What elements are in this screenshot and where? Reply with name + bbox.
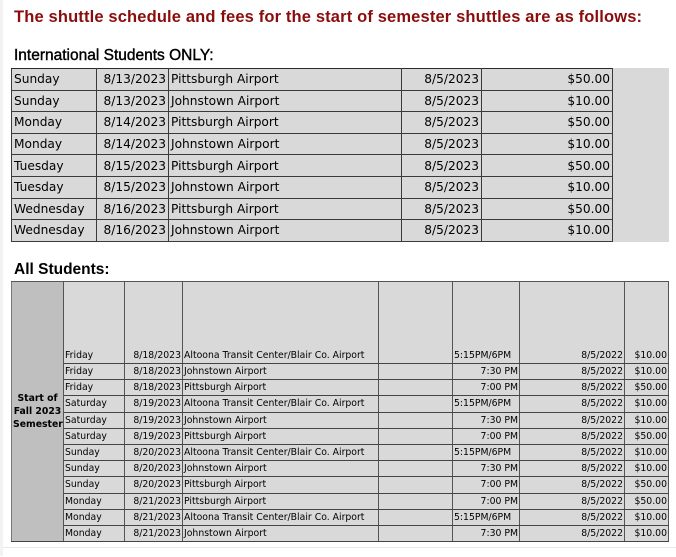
all-students-section-title: All Students: <box>14 261 110 278</box>
fee-cell: $50.00 <box>625 493 669 509</box>
table-row <box>12 176 669 198</box>
table-row <box>12 444 669 460</box>
day-cell: Friday <box>64 282 125 364</box>
deadline-cell: 8/5/2022 <box>520 282 625 364</box>
location-cell: Johnstown Airport <box>183 412 379 428</box>
fee-cell: $50.00 <box>482 112 613 134</box>
fee-cell: $10.00 <box>625 412 669 428</box>
deadline-cell: 8/5/2022 <box>520 461 625 477</box>
deadline-cell: 8/5/2022 <box>520 509 625 525</box>
deadline-cell: 8/5/2023 <box>402 198 482 220</box>
deadline-cell: 8/5/2022 <box>520 525 625 541</box>
day-cell: Tuesday <box>12 176 97 198</box>
day-cell: Sunday <box>12 69 97 91</box>
location-cell: Pittsburgh Airport <box>183 493 379 509</box>
table-row <box>12 133 669 155</box>
date-cell: 8/18/2023 <box>125 364 183 380</box>
date-cell: 8/16/2023 <box>97 198 169 220</box>
blank-cell <box>379 509 453 525</box>
blank-cell <box>379 477 453 493</box>
fee-cell: $10.00 <box>482 220 613 242</box>
date-cell: 8/13/2023 <box>97 69 169 91</box>
location-cell: Pittsburgh Airport <box>169 69 402 91</box>
time-cell: 7:00 PM <box>453 477 520 493</box>
location-cell: Johnstown Airport <box>169 176 402 198</box>
day-cell: Friday <box>64 380 125 396</box>
fee-cell: $50.00 <box>482 198 613 220</box>
table-row <box>12 198 669 220</box>
deadline-cell: 8/5/2023 <box>402 69 482 91</box>
day-cell: Friday <box>64 364 125 380</box>
deadline-cell: 8/5/2023 <box>402 133 482 155</box>
deadline-cell: 8/5/2022 <box>520 428 625 444</box>
table-row <box>12 112 669 134</box>
fee-cell: $50.00 <box>625 477 669 493</box>
blank-cell <box>379 428 453 444</box>
table-row <box>12 493 669 509</box>
day-cell: Monday <box>12 133 97 155</box>
location-cell: Pittsburgh Airport <box>169 155 402 177</box>
deadline-cell: 8/5/2022 <box>520 396 625 412</box>
fee-cell: $50.00 <box>482 155 613 177</box>
day-cell: Wednesday <box>12 198 97 220</box>
deadline-cell: 8/5/2022 <box>520 477 625 493</box>
location-cell: Johnstown Airport <box>169 90 402 112</box>
blank-cell <box>379 444 453 460</box>
date-cell: 8/13/2023 <box>97 90 169 112</box>
date-cell: 8/18/2023 <box>125 380 183 396</box>
table-row <box>12 364 669 380</box>
location-cell: Johnstown Airport <box>183 364 379 380</box>
deadline-cell: 8/5/2023 <box>402 112 482 134</box>
table-row <box>12 509 669 525</box>
blank-cell <box>379 461 453 477</box>
day-cell: Saturday <box>64 428 125 444</box>
fee-cell: $10.00 <box>625 509 669 525</box>
time-cell: 5:15PM/6PM <box>453 509 520 525</box>
blank-cell <box>379 525 453 541</box>
time-cell: 7:30 PM <box>453 364 520 380</box>
time-cell: 5:15PM/6PM <box>453 396 520 412</box>
fee-cell: $10.00 <box>625 525 669 541</box>
deadline-cell: 8/5/2022 <box>520 444 625 460</box>
table-row <box>12 412 669 428</box>
fee-cell: $10.00 <box>625 396 669 412</box>
location-cell: Pittsburgh Airport <box>183 428 379 444</box>
date-cell: 8/15/2023 <box>97 155 169 177</box>
date-cell: 8/20/2023 <box>125 461 183 477</box>
date-cell: 8/20/2023 <box>125 477 183 493</box>
deadline-cell: 8/5/2023 <box>402 220 482 242</box>
date-cell: 8/21/2023 <box>125 509 183 525</box>
fee-cell: $10.00 <box>625 461 669 477</box>
table-row <box>12 90 669 112</box>
location-cell: Pittsburgh Airport <box>169 198 402 220</box>
time-cell: 7:30 PM <box>453 461 520 477</box>
date-cell: 8/16/2023 <box>97 220 169 242</box>
date-cell: 8/15/2023 <box>97 176 169 198</box>
deadline-cell: 8/5/2023 <box>402 155 482 177</box>
time-cell: 7:00 PM <box>453 428 520 444</box>
international-section-title: International Students ONLY: <box>14 47 214 64</box>
location-cell: Pittsburgh Airport <box>169 112 402 134</box>
deadline-cell: 8/5/2022 <box>520 364 625 380</box>
location-cell: Altoona Transit Center/Blair Co. Airport <box>183 396 379 412</box>
blank-cell <box>379 282 453 364</box>
date-cell: 8/18/2023 <box>125 282 183 364</box>
blank-cell <box>379 493 453 509</box>
time-cell: 7:30 PM <box>453 525 520 541</box>
day-cell: Saturday <box>64 396 125 412</box>
international-schedule-table <box>11 68 669 242</box>
day-cell: Monday <box>64 525 125 541</box>
location-cell: Johnstown Airport <box>183 461 379 477</box>
day-cell: Tuesday <box>12 155 97 177</box>
location-cell: Johnstown Airport <box>183 525 379 541</box>
day-cell: Wednesday <box>12 220 97 242</box>
fee-cell: $10.00 <box>482 90 613 112</box>
blank-cell <box>379 364 453 380</box>
date-cell: 8/19/2023 <box>125 396 183 412</box>
table-row <box>12 220 669 242</box>
table-row <box>12 69 669 91</box>
fee-cell: $10.00 <box>625 282 669 364</box>
deadline-cell: 8/5/2023 <box>402 176 482 198</box>
location-cell: Pittsburgh Airport <box>183 380 379 396</box>
day-cell: Monday <box>64 509 125 525</box>
table-row <box>12 525 669 541</box>
day-cell: Sunday <box>12 90 97 112</box>
blank-cell <box>379 412 453 428</box>
table-row <box>12 396 669 412</box>
fee-cell: $50.00 <box>482 69 613 91</box>
fee-cell: $10.00 <box>482 176 613 198</box>
day-cell: Sunday <box>64 461 125 477</box>
location-cell: Johnstown Airport <box>169 220 402 242</box>
day-cell: Sunday <box>64 444 125 460</box>
day-cell: Monday <box>64 493 125 509</box>
date-cell: 8/14/2023 <box>97 112 169 134</box>
date-cell: 8/19/2023 <box>125 412 183 428</box>
table-row <box>12 282 669 364</box>
table-row <box>12 428 669 444</box>
date-cell: 8/20/2023 <box>125 444 183 460</box>
time-cell: 7:30 PM <box>453 412 520 428</box>
fee-cell: $10.00 <box>625 364 669 380</box>
location-cell: Pittsburgh Airport <box>183 477 379 493</box>
date-cell: 8/14/2023 <box>97 133 169 155</box>
deadline-cell: 8/5/2022 <box>520 493 625 509</box>
date-cell: 8/21/2023 <box>125 493 183 509</box>
day-cell: Saturday <box>64 412 125 428</box>
fee-cell: $50.00 <box>625 428 669 444</box>
table-row <box>12 380 669 396</box>
deadline-cell: 8/5/2023 <box>402 90 482 112</box>
location-cell: Altoona Transit Center/Blair Co. Airport <box>183 444 379 460</box>
time-cell: 7:00 PM <box>453 380 520 396</box>
table-row <box>12 461 669 477</box>
location-cell: Johnstown Airport <box>169 133 402 155</box>
page-heading: The shuttle schedule and fees for the start of semester shuttles are as follows: <box>14 8 643 26</box>
deadline-cell: 8/5/2022 <box>520 380 625 396</box>
day-cell: Sunday <box>64 477 125 493</box>
fee-cell: $50.00 <box>625 380 669 396</box>
fee-cell: $10.00 <box>482 133 613 155</box>
blank-cell <box>379 396 453 412</box>
table-row <box>12 155 669 177</box>
date-cell: 8/19/2023 <box>125 428 183 444</box>
time-cell: 5:15PM/6PM <box>453 282 520 364</box>
day-cell: Monday <box>12 112 97 134</box>
fee-cell: $10.00 <box>625 444 669 460</box>
time-cell: 7:00 PM <box>453 493 520 509</box>
date-cell: 8/21/2023 <box>125 525 183 541</box>
time-cell: 5:15PM/6PM <box>453 444 520 460</box>
deadline-cell: 8/5/2022 <box>520 412 625 428</box>
blank-cell <box>379 380 453 396</box>
location-cell: Altoona Transit Center/Blair Co. Airport <box>183 509 379 525</box>
all-students-schedule-table <box>11 281 669 542</box>
table-row <box>12 477 669 493</box>
semester-label-cell: Start of Fall 2023 Semester <box>12 282 64 542</box>
location-cell: Altoona Transit Center/Blair Co. Airport <box>183 282 379 364</box>
